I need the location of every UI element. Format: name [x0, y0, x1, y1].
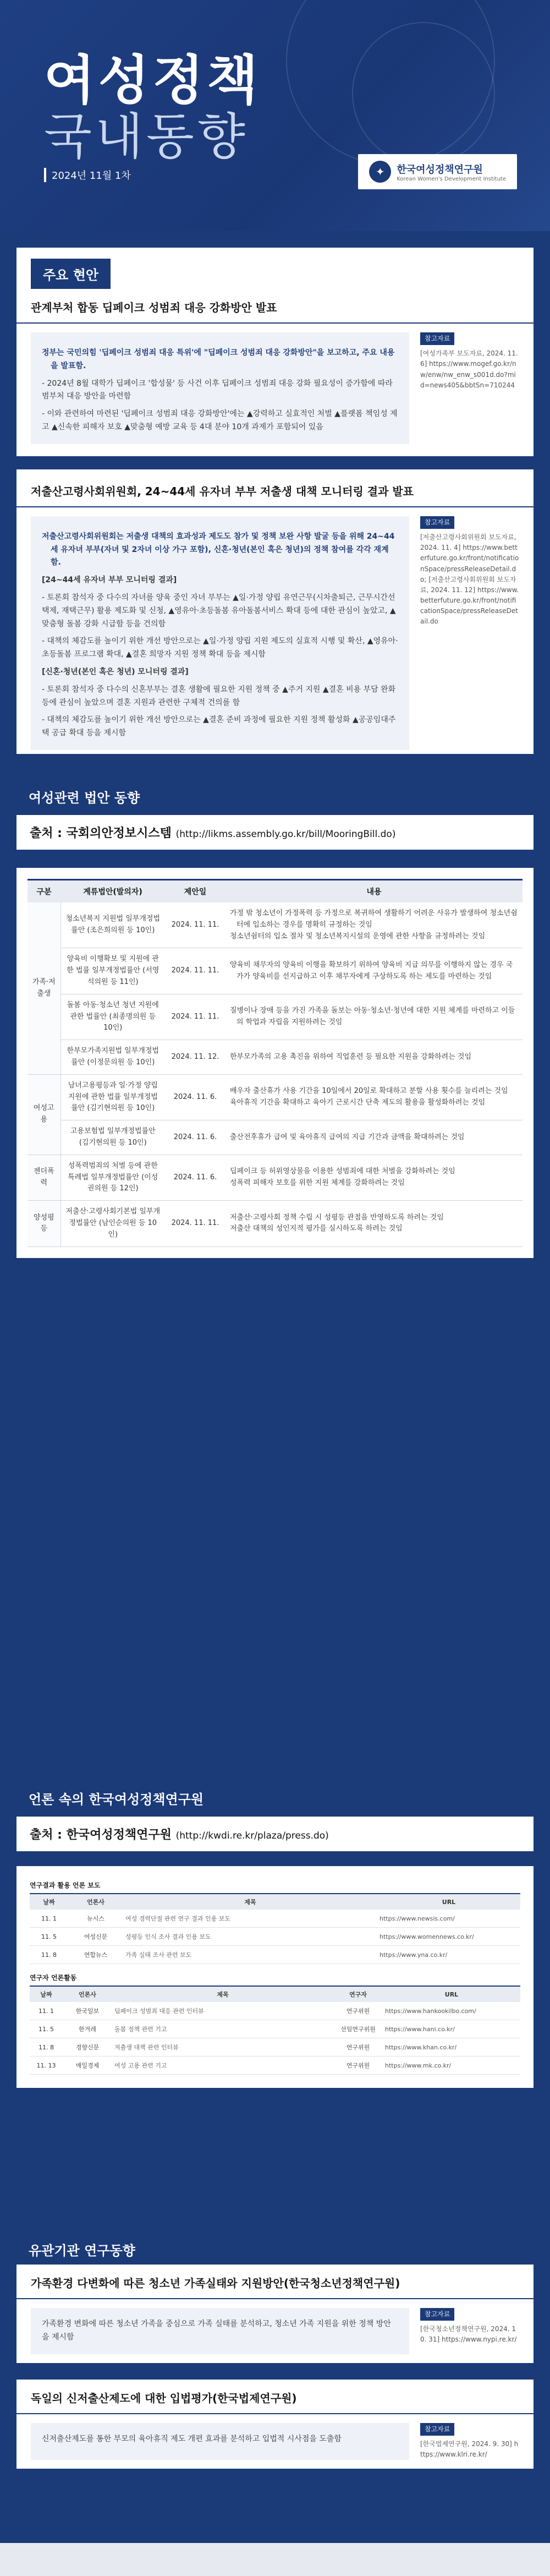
law-row: [28, 903, 522, 948]
press-table: [30, 1893, 520, 1964]
page-title: 여성정책: [44, 50, 261, 111]
bill-date: 2024. 11. 11.: [165, 1201, 226, 1246]
article-subheading: [신혼·청년(본인 혹은 청년) 모니터링 결과]: [42, 667, 189, 676]
article-paragraph: - 토론회 참석자 중 다수의 신혼부부는 결혼 생활에 필요한 지원 정책 중 ▲주거 지원 ▲결혼 비용 부담 완화 등에 관심이 높았으며 결혼 지원과 관련한 구체적 건의를 함: [42, 685, 396, 707]
bill-content-item: 저출산·고령사회 정책 수립 시 성평등 관점을 반영하도록 하려는 것임: [230, 1213, 444, 1222]
bill-content: [226, 1120, 522, 1155]
footer-band: [0, 2543, 550, 2576]
press-press: 연합뉴스: [68, 1946, 123, 1964]
bill-name[interactable]: 남녀고용평등과 일·가정 양립 지원에 관한 법률 일부개정법률안 (김기현의원 등 10인): [61, 1074, 165, 1120]
reference-tag: 참고자료: [420, 332, 454, 345]
laws-section: [16, 770, 534, 1258]
bill-date: 2024. 11. 6.: [165, 1074, 226, 1120]
activity-res: 연구위원: [333, 2038, 383, 2057]
article-lead: 저출산고령사회위원회는 저출생 대책의 효과성과 제도도 참가 및 정책 보완 사항 발굴 등을 위해 24~44세 유자녀 부부(자녀 및 2자녀 이상 가구 포함), 신혼·청년(본인 혹은 청년)의 정책 참여를 각각 재계함.: [42, 532, 395, 567]
article-reference: [420, 2423, 519, 2460]
bill-content-item: 양육비 채무자의 양육비 이행을 확보하기 위하여 양육비 지급 의무를 이행하지 않는 경우 국가가 양육비를 선지급하고 이후 채무자에게 구상하도록 하는 제도를 마련하는 것임: [230, 960, 513, 981]
related-article: [16, 2265, 534, 2363]
bill-date: 2024. 11. 11.: [165, 994, 226, 1040]
bill-name[interactable]: 저출산·고령사회기본법 일부개정법률안 (남인순의원 등 10인): [61, 1201, 165, 1246]
law-row: [28, 1120, 522, 1155]
column-header: 내용: [226, 880, 522, 903]
org-name-en: Korean Women's Development Institute: [397, 176, 506, 182]
activity-date: 11. 5: [30, 2020, 63, 2038]
reference-link[interactable]: [여성가족부 보도자료, 2024. 11. 6] https://www.mogef.go.kr/nw/enw/nw_enw_s001d.do?mid=news405&bbtSn=710244: [420, 349, 518, 389]
bill-date: 2024. 11. 12.: [165, 1040, 226, 1075]
press-row: [30, 1910, 520, 1928]
article-body: [16, 507, 534, 759]
activity-row: [30, 2020, 520, 2038]
issue-date: 2024년 11월 1차: [44, 168, 131, 182]
bill-content-item: 가정 밖 청소년이 가정폭력 등 가정으로 복귀하여 생활하기 어려운 사유가 발생하여 청소년쉼터에 입소하는 경우를 명확히 규정하는 것임: [230, 909, 518, 929]
activity-res: 연구위원: [333, 2057, 383, 2075]
bill-name[interactable]: 성폭력범죄의 처벌 등에 관한 특례법 일부개정법률안 (이성권의원 등 12인): [61, 1155, 165, 1200]
activity-url[interactable]: https://www.mk.co.kr/: [383, 2057, 520, 2075]
activity-press: 매일경제: [63, 2057, 112, 2075]
bill-content: [226, 1040, 522, 1075]
press-date: 11. 8: [30, 1946, 68, 1964]
reference-link[interactable]: [한국법제연구원, 2024. 9. 30] https://www.klri.re.kr/: [420, 2440, 519, 2458]
law-row: [28, 948, 522, 994]
activity-press: 한겨레: [63, 2020, 112, 2038]
logo-icon: ✦: [369, 161, 391, 183]
bill-date: 2024. 11. 6.: [165, 1120, 226, 1155]
decorative-circle: [352, 22, 495, 165]
press-press: 여성신문: [68, 1928, 123, 1946]
article-paragraph: - 대책의 체감도를 높이기 위한 개선 방안으로는 ▲일·가정 양립 지원 제도의 실효적 시행 및 확산, ▲영유아·초등돌봄 프로그램 확대, ▲결혼 희망자 지원 정책 확대 등을 제시함: [42, 637, 398, 659]
law-group: 양성평등: [28, 1201, 61, 1246]
laws-table: [28, 879, 522, 1247]
article-content: [31, 332, 409, 444]
related-article: [16, 2380, 534, 2469]
press-title: 가족 실태 조사 관련 보도: [123, 1946, 377, 1964]
org-name: 한국여성정책연구원: [397, 163, 483, 176]
source-name: 국회의안정보시스템: [66, 827, 172, 840]
page-subtitle: 국내동향: [44, 108, 249, 166]
activity-date: 11. 8: [30, 2038, 63, 2057]
article-paragraph: - 토론회 참석자 중 다수의 자녀를 양육 중인 자녀 부부는 ▲일·가정 양립 유연근무(시차출퇴근, 근무시간선택제, 재택근무) 활용 제도화 및 신청, ▲영유아·초등돌봄 유아돌봄서비스 확대 등에 대한 관심이 높았고, ▲맞춤형 돌봄 강화 시급함 등을 건의함: [42, 593, 396, 628]
activity-table: [30, 1986, 520, 2075]
bill-content: [226, 994, 522, 1040]
article-content: 가족환경 변화에 따른 청소년 가족을 중심으로 가족 실태를 분석하고, 청소년 가족 지원을 위한 정책 방안을 제시함: [31, 2308, 409, 2354]
article-lead: 정부는 국민의힘 '딥페이크 성범죄 대응 특위'에 "딥페이크 성범죄 대응 강화방안"을 보고하고, 주요 내용을 발표함.: [42, 348, 395, 370]
activity-title: 저출생 대책 관련 인터뷰: [112, 2038, 333, 2057]
bill-content-item: 딥페이크 등 허위영상물을 이용한 성범죄에 대한 처벌을 강화하려는 것임: [230, 1167, 455, 1176]
activity-title: 딥페이크 성범죄 대응 관련 인터뷰: [112, 2002, 333, 2020]
press-row: [30, 1928, 520, 1946]
column-header: 계류법안(발의자): [61, 880, 165, 903]
bill-name[interactable]: 청소년복지 지원법 일부개정법률안 (조은희의원 등 10인): [61, 903, 165, 948]
column-header: 제목: [112, 1986, 333, 2002]
bill-content: [226, 1155, 522, 1200]
activity-url[interactable]: https://www.hani.co.kr/: [383, 2020, 520, 2038]
article-subheading: [24~44세 유자녀 부부 모니터링 결과]: [42, 576, 177, 585]
column-header: URL: [383, 1986, 520, 2002]
key-issues-section: [16, 248, 534, 754]
bill-content-item: 한부모가족의 고용 촉진을 위하여 직업훈련 등 필요한 지원을 강화하려는 것임: [230, 1052, 472, 1061]
press-row: [30, 1946, 520, 1964]
law-row: [28, 1040, 522, 1075]
bill-content: [226, 948, 522, 994]
reference-tag: 참고자료: [420, 2423, 454, 2436]
article-paragraph: - 이와 관련하여 마련된 '딥페이크 성범죄 대응 강화방안'에는 ▲강력하고 실효적인 처벌 ▲플랫폼 책임성 제고 ▲신속한 피해자 보호 ▲맞춤형 예방 교육 등 4대 분야 10개 과제가 포함되어 있음: [42, 409, 398, 431]
column-header: 날짜: [30, 1986, 63, 2002]
reference-link[interactable]: [한국청소년정책연구원, 2024. 10. 31] https://www.nypi.re.kr/: [420, 2325, 517, 2344]
press-date: 11. 5: [30, 1928, 68, 1946]
source-url[interactable]: (http://kwdi.re.kr/plaza/press.do): [175, 1830, 329, 1841]
bill-date: 2024. 11. 11.: [165, 903, 226, 948]
section-label: 주요 현안: [31, 259, 111, 289]
column-header: 제목: [123, 1894, 377, 1910]
table-title: 연구결과 활용 언론 보도: [30, 1882, 101, 1889]
reference-tag: 참고자료: [420, 516, 454, 529]
bill-content-item: 육아휴직 기간을 확대하고 육아기 근로시간 단축 제도의 활용을 활성화하려는 것임: [230, 1098, 486, 1107]
section-label: 언론 속의 한국여성정책연구원: [16, 1783, 216, 1813]
law-row: [28, 1074, 522, 1120]
laws-table-wrap: [16, 868, 534, 1258]
press-url[interactable]: https://www.yna.co.kr/: [377, 1946, 520, 1964]
bill-date: 2024. 11. 11.: [165, 948, 226, 994]
law-row: [28, 1155, 522, 1200]
article-paragraph: - 2024년 8월 대학가 딥페이크 '합성물' 등 사건 이후 딥페이크 성범죄 대응 강화 필요성이 증가함에 따라 범부처 대응 방안을 마련함: [42, 379, 393, 401]
column-header: 언론사: [63, 1986, 112, 2002]
header-banner: [0, 0, 550, 231]
activity-title: 돌봄 정책 관련 기고: [112, 2020, 333, 2038]
bill-content-item: 성폭력 피해자 보호를 위한 지원 체계를 강화하려는 것임: [230, 1178, 405, 1187]
article-title[interactable]: 독일의 신저출산제도에 대한 입법평가(한국법제연구원): [16, 2380, 534, 2414]
press-section: [16, 1772, 534, 2088]
article-body: [16, 324, 534, 453]
source-name: 한국여성정책연구원: [66, 1828, 172, 1842]
reference-tag: 참고자료: [420, 2308, 454, 2321]
bill-name[interactable]: 고용보험법 일부개정법률안 (김기현의원 등 10인): [61, 1120, 165, 1155]
article-title[interactable]: 저출산고령사회위원회, 24~44세 유자녀 부부 저출생 대책 모니터링 결과 발표: [16, 473, 534, 507]
activity-url[interactable]: https://www.hankookilbo.com/: [383, 2002, 520, 2020]
article-reference: [420, 2308, 519, 2354]
law-row: [28, 1201, 522, 1246]
article-reference: [420, 332, 519, 444]
bill-name[interactable]: 양육비 이행확보 및 지원에 관한 법률 일부개정법률안 (서영석의원 등 11인): [61, 948, 165, 994]
activity-date: 11. 1: [30, 2002, 63, 2020]
activity-row: [30, 2002, 520, 2020]
article-title[interactable]: 가족환경 다변화에 따른 청소년 가족실태와 지원방안(한국청소년정책연구원): [16, 2265, 534, 2299]
bill-name[interactable]: 한부모가족지원법 일부개정법률안 (이정문의원 등 10인): [61, 1040, 165, 1075]
activity-url[interactable]: https://www.khan.co.kr/: [383, 2038, 520, 2057]
bill-content-item: 저출산 대책의 성인지적 평가를 실시하도록 하려는 것임: [230, 1224, 403, 1233]
activity-press: 경향신문: [63, 2038, 112, 2057]
column-header: 연구자: [333, 1986, 383, 2002]
press-title: 여성 경력단절 관련 연구 결과 인용 보도: [123, 1910, 377, 1928]
press-press: 뉴시스: [68, 1910, 123, 1928]
bill-content: [226, 1201, 522, 1246]
source-url[interactable]: (http://likms.assembly.go.kr/bill/MooringBill.do): [175, 829, 396, 840]
related-section: [16, 2223, 534, 2469]
press-url[interactable]: https://www.womennews.co.kr/: [377, 1928, 520, 1946]
bill-content-item: 질병이나 장애 등을 가진 가족을 돌보는 아동·청소년·청년에 대한 지원 체계를 마련하고 이들의 학업과 자립을 지원하려는 것임: [230, 1007, 515, 1026]
article-content: [31, 516, 409, 750]
source-line: 출처 : 한국여성정책연구원 (http://kwdi.re.kr/plaza/press.do): [16, 1817, 534, 1853]
article-content: 신저출산제도를 통한 부모의 육아휴직 제도 개편 효과를 분석하고 입법적 시사점을 도출함: [31, 2423, 409, 2460]
source-line: 출처 : 국회의안정보시스템 (http://likms.assembly.go.kr/bill/MooringBill.do): [16, 815, 534, 851]
table-title: 연구자 언론활동: [30, 1974, 77, 1982]
bill-content-item: 출산전후휴가 급여 및 육아휴직 급여의 지급 기간과 금액을 확대하려는 것임: [230, 1133, 465, 1141]
column-header: URL: [377, 1894, 520, 1910]
activity-row: [30, 2038, 520, 2057]
activity-press: 한국일보: [63, 2002, 112, 2020]
section-label: 여성관련 법안 동향: [16, 781, 152, 812]
bill-name[interactable]: 돌봄 아동·청소년 청년 지원에 관한 법률안 (최종명의원 등 10인): [61, 994, 165, 1040]
activity-res: 연구위원: [333, 2002, 383, 2020]
column-header: 제안일: [165, 880, 226, 903]
article-title[interactable]: 관계부처 합동 딥페이크 성범죄 대응 강화방안 발표: [16, 289, 534, 324]
reference-link[interactable]: [저출산고령사회위원회 보도자료, 2024. 11. 4] https://www.betterfuture.go.kr/front/notificationSpace/pressReleaseDetail.do; [저출산고령사회위원회 보도자료, 2024. 11. 12] https://www.betterfuture.go.kr/front/notificationSpace/pressReleaseDetail.do: [420, 533, 519, 626]
column-header: 구분: [28, 880, 61, 903]
column-header: 날짜: [30, 1894, 68, 1910]
article-paragraph: - 대책의 체감도를 높이기 위한 개선 방안으로는 ▲결혼 준비 과정에 필요한 지원 정책 활성화 ▲공공임대주택 공급 확대 등을 제시함: [42, 715, 396, 738]
press-title: 성평등 인식 조사 결과 인용 보도: [123, 1928, 377, 1946]
section-label: 유관기관 연구동향: [16, 2234, 147, 2265]
bill-content-item: 배우자 출산휴가 사용 기간을 10일에서 20일로 확대하고 분할 사용 횟수를 늘리려는 것임: [230, 1087, 508, 1096]
article-reference: [420, 516, 519, 750]
law-group: 여성고용: [28, 1074, 61, 1155]
bill-content: [226, 903, 522, 948]
column-header: 언론사: [68, 1894, 123, 1910]
press-tables: [16, 1866, 534, 2088]
activity-res: 선임연구위원: [333, 2020, 383, 2038]
law-group: 가족·저출생: [28, 903, 61, 1074]
bill-content-item: 청소년쉼터의 입소 절차 및 청소년복지시설의 운영에 관한 사항을 규정하려는 것임: [230, 932, 486, 940]
activity-title: 여성 고용 관련 기고: [112, 2057, 333, 2075]
bill-content: [226, 1074, 522, 1120]
activity-row: [30, 2057, 520, 2075]
law-group: 젠더폭력: [28, 1155, 61, 1200]
press-url[interactable]: https://www.newsis.com/: [377, 1910, 520, 1928]
bill-date: 2024. 11. 6.: [165, 1155, 226, 1200]
org-logo[interactable]: [358, 154, 517, 189]
press-date: 11. 1: [30, 1910, 68, 1928]
law-row: [28, 994, 522, 1040]
activity-date: 11. 13: [30, 2057, 63, 2075]
